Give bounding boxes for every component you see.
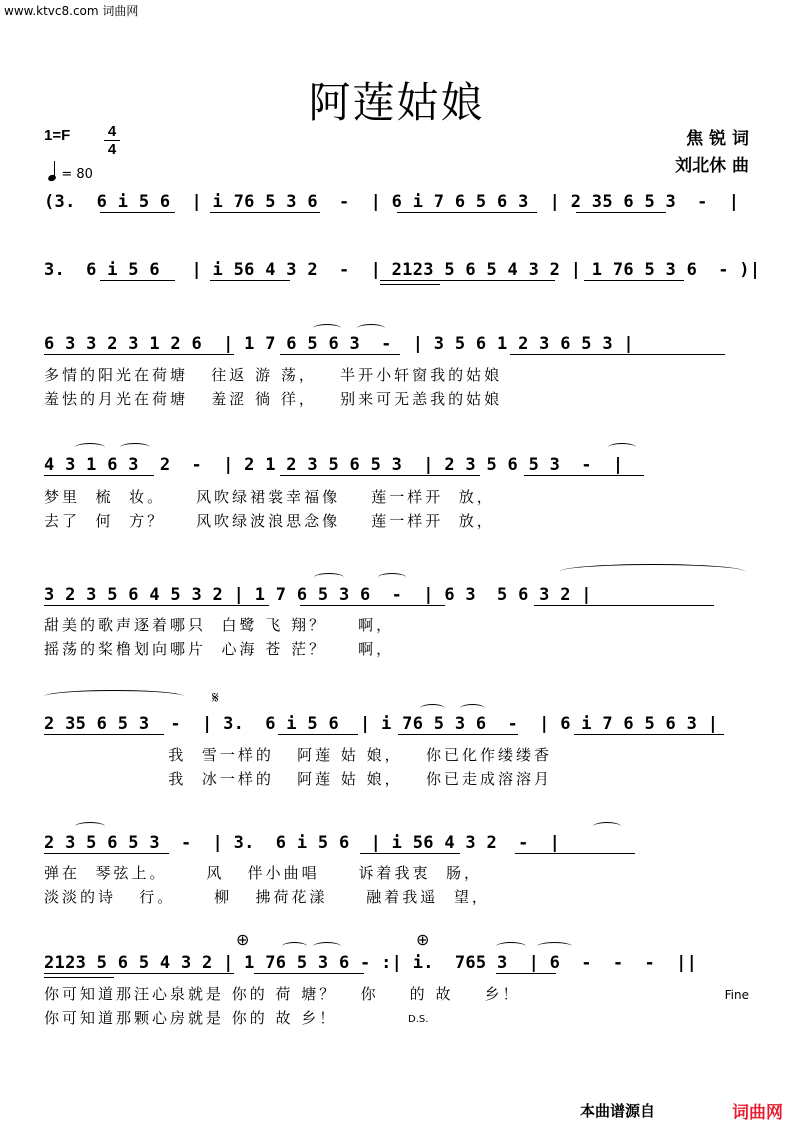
key-signature: 1=F: [44, 127, 71, 144]
notation-line-4: 4 3 1 6 3 2 - | 2 1 2 3 5 6 5 3 | 2 3 5 6 5 3 - |: [44, 455, 624, 475]
site-watermark-text: www.ktvc8.com 词曲网: [4, 4, 139, 18]
lyric-line-8-verse-2: 你可知道那颗心房就是 你的 故 乡！: [44, 1009, 338, 1027]
source-note: 本曲谱源自: [580, 1102, 656, 1120]
lyricist-credit: 焦 锐 词: [686, 129, 749, 149]
notation-line-7: 2 3 5 6 5 3 - | 3. 6 i 5 6 | i 56 4 3 2 - |: [44, 833, 561, 853]
lyric-line-8-verse-1: 你可知道那汪心泉就是 你的 荷 塘？ 你 的 故 乡！: [44, 985, 521, 1003]
notation-line-8: 2123 5 6 5 4 3 2 | 1 76 5 3 6 - :| i. 765 3 | 6 - - - ||: [44, 953, 698, 973]
notation-line-5: 3 2 3 5 6 4 5 3 2 | 1 7 6 5 3 6 - | 6 3 5 6 3 2 |: [44, 585, 592, 605]
lyric-line-3-verse-2: 羞怯的月光在荷塘 羞涩 徜 徉， 别来可无恙我的姑娘: [44, 390, 503, 408]
segno-icon: 𝄋: [212, 688, 219, 707]
time-signature-bottom: 4: [107, 141, 117, 158]
coda-icon-1: ⊕: [236, 930, 250, 949]
lyric-line-7-verse-1: 弹在 琴弦上。 风 伴小曲唱 诉着我衷 肠，: [44, 864, 483, 882]
coda-icon-2: ⊕: [416, 930, 430, 949]
notation-line-2: 3. 6 i 5 6 | i 56 4 3 2 - | 2123 5 6 5 4 3 2 | 1 76 5 3 6 - )|: [44, 260, 761, 280]
lyric-line-5-verse-1: 甜美的歌声逐着哪只 白鹭 飞 翔？ 啊，: [44, 616, 395, 634]
lyric-line-3-verse-1: 多情的阳光在荷塘 往返 游 荡， 半开小轩窗我的姑娘: [44, 366, 503, 384]
notation-line-6: 2 35 6 5 3 - | 3. 6 i 5 6 | i 76 5 3 6 - | 6 i 7 6 5 6 3 |: [44, 714, 719, 734]
ds-marking: D.S.: [408, 1014, 429, 1025]
lyric-line-6-verse-1: 我 雪一样的 阿莲 姑 娘， 你已化作缕缕香: [44, 746, 552, 764]
lyric-line-5-verse-2: 摇荡的桨橹划向哪片 心海 苍 茫？ 啊，: [44, 640, 395, 658]
lyric-line-4-verse-1: 梦里 梳 妆。 风吹绿裙裳幸福像 莲一样开 放，: [44, 488, 495, 506]
tempo-value: = 80: [61, 167, 93, 182]
tempo-marking: [48, 163, 93, 182]
quarter-note-icon: [47, 174, 57, 182]
notation-line-1: (3. 6 i 5 6 | i 76 5 3 6 - | 6 i 7 6 5 6 3 | 2 35 6 5 3 - |: [44, 192, 740, 212]
fine-marking: Fine: [724, 988, 749, 1002]
song-title: 阿莲姑娘: [308, 78, 485, 127]
time-signature: [104, 124, 120, 157]
lyric-line-7-verse-2: 淡淡的诗 行。 柳 拂荷花漾 融着我遥 望，: [44, 888, 490, 906]
notation-line-3: 6 3 3 2 3 1 2 6 | 1 7 6 5 6 3 - | 3 5 6 1 2 3 6 5 3 |: [44, 334, 634, 354]
brand-logo: 词曲网: [732, 1103, 783, 1123]
lyric-line-6-verse-2: 我 冰一样的 阿莲 姑 娘， 你已走成溶溶月: [44, 770, 552, 788]
lyric-line-4-verse-2: 去了 何 方？ 风吹绿波浪思念像 莲一样开 放，: [44, 512, 495, 530]
composer-credit: 刘北休 曲: [675, 156, 749, 176]
time-signature-top: 4: [107, 123, 117, 140]
